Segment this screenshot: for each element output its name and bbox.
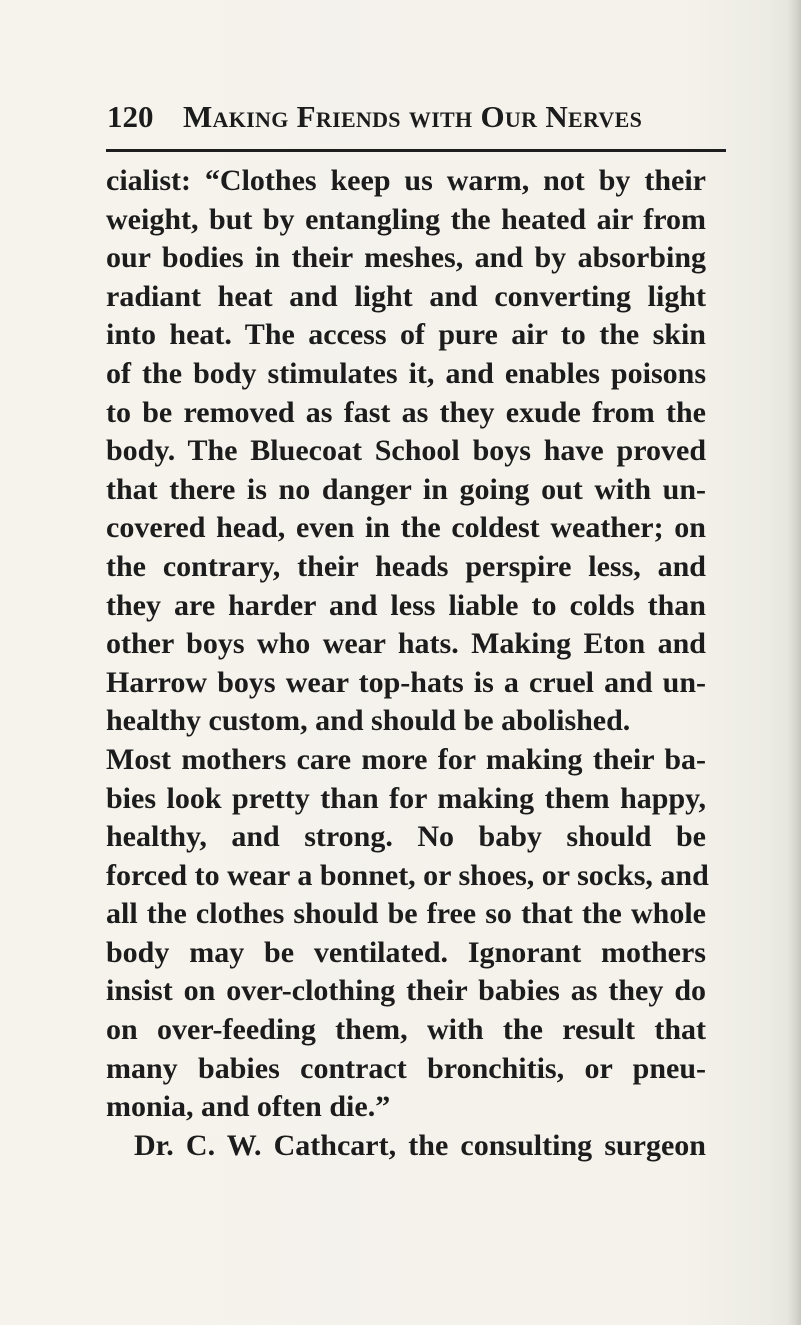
text-line: body. The Bluecoat School boys have proved — [106, 434, 706, 468]
text-line: forced to wear a bonnet, or shoes, or socks, and — [106, 858, 709, 892]
text-line: all the clothes should be free so that the whole — [106, 897, 706, 931]
text-line: insist on over-clothing their babies as they do — [106, 974, 706, 1008]
text-line: bies look pretty than for making them happy, — [106, 781, 706, 815]
text-line: Harrow boys wear top-hats is a cruel and un- — [106, 665, 706, 699]
text-line: covered head, even in the coldest weather; on — [106, 511, 706, 545]
text-line: many babies contract bronchitis, or pneu- — [106, 1051, 706, 1085]
running-title: Making Friends with Our Nerves — [183, 99, 643, 134]
text-line: the contrary, their heads perspire less, and — [106, 549, 706, 583]
text-line: Dr. C. W. Cathcart, the consulting surgeon — [134, 1128, 706, 1162]
text-line: weight, but by entangling the heated air from — [106, 202, 706, 236]
running-header — [107, 99, 727, 143]
text-line: our bodies in their meshes, and by absorbing — [106, 241, 706, 275]
page-edge-shadow — [787, 0, 801, 1325]
text-line: Most mothers care more for making their ba- — [106, 742, 706, 776]
text-line: radiant heat and light and converting light — [106, 279, 706, 313]
text-line: cialist: “Clothes keep us warm, not by their — [106, 164, 706, 197]
header-rule — [106, 149, 726, 152]
text-line: other boys who wear hats. Making Eton and — [106, 627, 706, 661]
text-line: body may be ventilated. Ignorant mothers — [106, 935, 706, 969]
text-line: they are harder and less liable to colds than — [106, 588, 706, 622]
text-line: healthy custom, and should be abolished. — [106, 704, 631, 738]
text-line: of the body stimulates it, and enables poisons — [106, 356, 706, 390]
body-text — [106, 162, 709, 1165]
text-line: to be removed as fast as they exude from the — [106, 395, 706, 429]
page-number: 120 — [107, 99, 154, 134]
text-line: that there is no danger in going out with un- — [106, 472, 706, 506]
text-line: healthy, and strong. No baby should be — [106, 820, 706, 854]
text-line: on over-feeding them, with the result that — [106, 1013, 706, 1047]
text-line: into heat. The access of pure air to the skin — [106, 318, 706, 352]
text-line: monia, and often die.” — [106, 1090, 391, 1124]
